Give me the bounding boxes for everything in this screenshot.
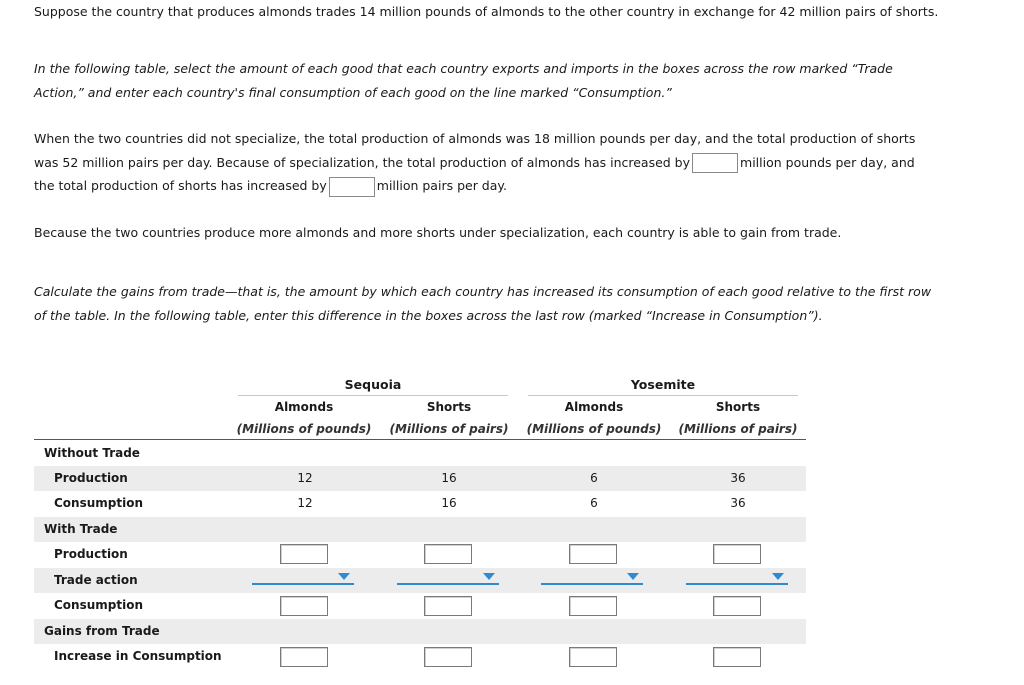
section-label: Without Trade: [44, 446, 140, 460]
production-input[interactable]: [280, 544, 328, 564]
dropdown-arrow-icon: [772, 573, 784, 580]
table-cell: 6: [590, 471, 598, 485]
table-row-consumption-with-trade: [34, 593, 806, 618]
col-header-unit: (Millions of pounds): [236, 422, 372, 436]
country-header-yosemite: Yosemite: [630, 377, 696, 392]
table-cell: 12: [297, 496, 313, 510]
row-label: Production: [54, 471, 128, 485]
production-input[interactable]: [569, 544, 617, 564]
col-header-good: Almonds: [274, 400, 334, 414]
increase-input[interactable]: [569, 647, 617, 667]
dropdown-arrow-icon: [627, 573, 639, 580]
consumption-input[interactable]: [713, 596, 761, 616]
trade-action-dropdown[interactable]: [252, 573, 354, 587]
row-label: Increase in Consumption: [54, 649, 222, 663]
header-divider: [34, 439, 806, 440]
specialization-text-2: million pounds per day, and the total production of shorts has increased by: [34, 154, 915, 193]
gain-statement: Because the two countries produce more almonds and more shorts under specialization, each country is able to gain from trade.: [34, 225, 842, 240]
country-header-sequoia: Sequoia: [344, 377, 402, 392]
col-header-good: Almonds: [564, 400, 624, 414]
increase-input[interactable]: [280, 647, 328, 667]
table-cell: 12: [297, 471, 313, 485]
section-row-without-trade: [34, 441, 806, 466]
table-cell: 16: [441, 471, 457, 485]
specialization-text-1: When the two countries did not specialize, the total production of almonds was 18 million pounds per day, and the total production of shorts was 52 million pairs per day. Because of specialization, the total production of almonds has increased by: [34, 131, 916, 170]
row-label: Trade action: [54, 573, 138, 587]
section-label: With Trade: [44, 522, 118, 536]
intro-text: Suppose the country that produces almonds trades 14 million pounds of almonds to the other country in exchange for 42 million pairs of shorts.: [34, 4, 939, 19]
table-row-production-without-trade: [34, 466, 806, 491]
table-row-consumption-without-trade: [34, 491, 806, 516]
row-label: Consumption: [54, 496, 144, 510]
production-input[interactable]: [424, 544, 472, 564]
trade-action-dropdown[interactable]: [541, 573, 643, 587]
consumption-input[interactable]: [280, 596, 328, 616]
gains-instructions: Calculate the gains from trade—that is, the amount by which each country has increased its consumption of each good relative to the first row of the table. In the following table, enter this difference in the boxes across the last row (marked “Increase in Consumption”).: [34, 284, 932, 323]
specialization-text-3: million pairs per day.: [376, 178, 507, 193]
shorts-increase-input[interactable]: [329, 177, 375, 197]
table-cell: 36: [730, 496, 746, 510]
almonds-increase-input[interactable]: [692, 153, 738, 173]
col-header-unit: (Millions of pairs): [389, 422, 509, 436]
consumption-input[interactable]: [569, 596, 617, 616]
section-label: Gains from Trade: [44, 624, 160, 638]
trade-action-dropdown[interactable]: [686, 573, 788, 587]
divider: [528, 395, 798, 396]
section-row-with-trade: [34, 517, 806, 542]
table-cell: 36: [730, 471, 746, 485]
table-instructions: In the following table, select the amount of each good that each country exports and imports in the boxes across the row marked “Trade Action,” and enter each country's final consumption of each good on the line marked “Consumption.”: [34, 61, 893, 100]
col-header-good: Shorts: [715, 400, 761, 414]
row-label: Production: [54, 547, 128, 561]
table-row-production-with-trade: [34, 542, 806, 567]
increase-input[interactable]: [424, 647, 472, 667]
table-cell: 16: [441, 496, 457, 510]
col-header-unit: (Millions of pounds): [526, 422, 662, 436]
col-header-unit: (Millions of pairs): [678, 422, 798, 436]
row-label: Consumption: [54, 598, 144, 612]
table-row-increase-in-consumption: [34, 644, 806, 669]
col-header-good: Shorts: [426, 400, 472, 414]
table-row-trade-action: [34, 568, 806, 593]
divider: [238, 395, 508, 396]
dropdown-arrow-icon: [483, 573, 495, 580]
increase-input[interactable]: [713, 647, 761, 667]
section-row-gains: [34, 619, 806, 644]
production-input[interactable]: [713, 544, 761, 564]
dropdown-arrow-icon: [338, 573, 350, 580]
consumption-input[interactable]: [424, 596, 472, 616]
specialization-paragraph: [34, 127, 924, 198]
trade-action-dropdown[interactable]: [397, 573, 499, 587]
table-cell: 6: [590, 496, 598, 510]
